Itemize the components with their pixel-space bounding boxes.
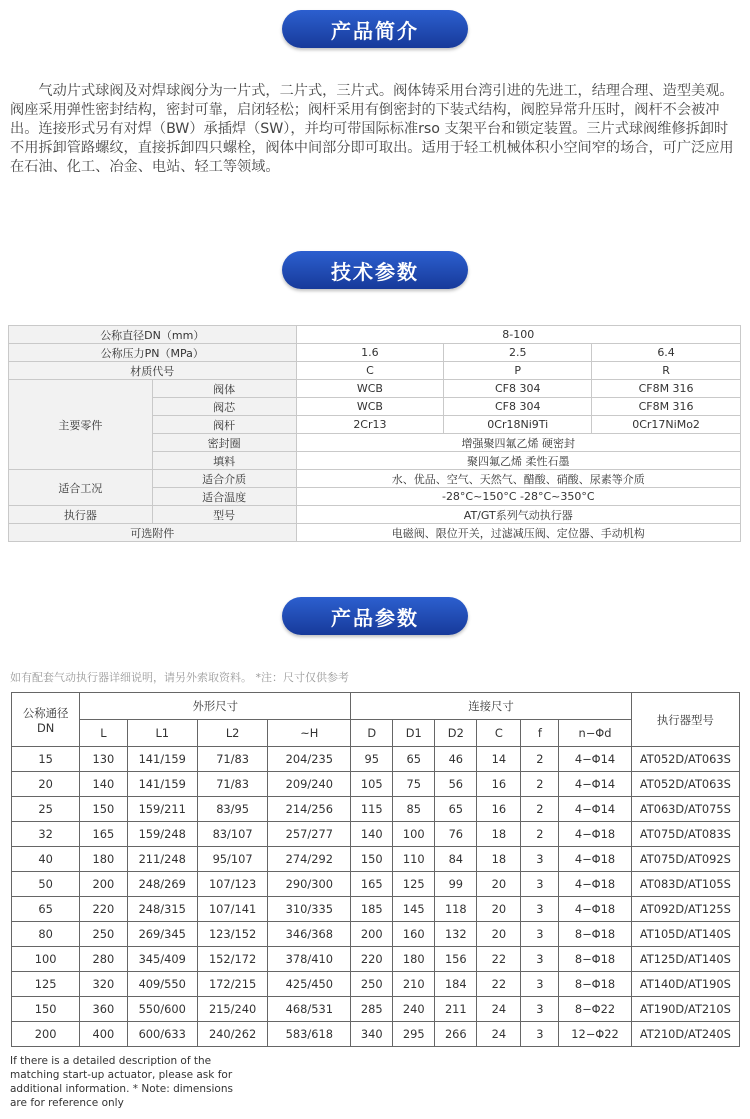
table-cell: 3 <box>521 972 559 997</box>
spec-row-body <box>9 380 741 398</box>
table-cell: 3 <box>521 1022 559 1047</box>
spec-row-medium <box>9 470 741 488</box>
table-cell: 550/600 <box>127 997 197 1022</box>
dims-title: 产品参数 <box>282 597 468 635</box>
table-cell: 240 <box>393 997 435 1022</box>
table-cell: 40 <box>12 847 80 872</box>
table-cell: 12−Φ22 <box>559 1022 631 1047</box>
english-note: If there is a detailed description of the matching start-up actuator, please ask for additional information. * Note: dimensions are for reference only <box>10 1055 233 1109</box>
table-cell: 257/277 <box>268 822 351 847</box>
table-cell: 16 <box>477 772 521 797</box>
body-label: 阀体 <box>152 380 296 398</box>
table-cell: 140 <box>80 772 127 797</box>
table-cell: 215/240 <box>197 997 267 1022</box>
table-cell: 214/256 <box>268 797 351 822</box>
options-label: 可选附件 <box>9 524 297 542</box>
body-value: CF8M 316 <box>592 380 741 398</box>
table-cell: AT083D/AT105S <box>631 872 739 897</box>
intro-paragraph: 气动片式球阀及对焊球阀分为一片式，二片式，三片式。阀体铸采用台湾引进的先进工，结理合理、造型美观。阀座采用弹性密封结构，密封可靠，启闭轻松；阀杆采用有倒密封的下装式结构，阀腔异常升压时，阀杆不会被冲出。连接形式另有对焊（BW）承插焊（SW），并均可带国际标准rso 支架平台和锁定装置。三片式球阀维修拆卸时不用拆卸管路螺纹，直接拆卸四只螺栓，阀体中间部分即可取出。适用于轻工机械体积小空间窄的场合，可广泛应用在石油、化工、冶金、电站、轻工等领域。 <box>10 83 734 175</box>
model-label: 型号 <box>152 506 296 524</box>
table-cell: AT092D/AT125S <box>631 897 739 922</box>
col-header: D1 <box>393 720 435 747</box>
table-cell: 165 <box>351 872 393 897</box>
table-cell: 8−Φ18 <box>559 947 631 972</box>
pn-value: 2.5 <box>444 344 592 362</box>
table-cell: 20 <box>12 772 80 797</box>
table-cell: 83/95 <box>197 797 267 822</box>
table-cell: 75 <box>393 772 435 797</box>
table-cell: 20 <box>477 922 521 947</box>
table-cell: 105 <box>351 772 393 797</box>
table-cell: 180 <box>393 947 435 972</box>
core-value: CF8 304 <box>444 398 592 416</box>
table-cell: 8−Φ22 <box>559 997 631 1022</box>
table-row <box>12 772 740 797</box>
table-cell: 583/618 <box>268 1022 351 1047</box>
table-row <box>12 822 740 847</box>
table-cell: 269/345 <box>127 922 197 947</box>
material-code: C <box>296 362 444 380</box>
table-cell: 4−Φ18 <box>559 847 631 872</box>
table-cell: 4−Φ14 <box>559 797 631 822</box>
table-cell: 360 <box>80 997 127 1022</box>
table-cell: 95 <box>351 747 393 772</box>
table-cell: 290/300 <box>268 872 351 897</box>
dims-subheader-row <box>12 720 740 747</box>
table-cell: 2 <box>521 747 559 772</box>
table-cell: 50 <box>12 872 80 897</box>
table-cell: 3 <box>521 922 559 947</box>
packing-label: 填料 <box>152 452 296 470</box>
dn-header: 公称通径 DN <box>12 693 80 747</box>
table-cell: 20 <box>477 897 521 922</box>
spec-row-actuator <box>9 506 741 524</box>
pn-value: 6.4 <box>592 344 741 362</box>
table-cell: 141/159 <box>127 747 197 772</box>
table-cell: 285 <box>351 997 393 1022</box>
table-cell: 140 <box>351 822 393 847</box>
stem-value: 0Cr17NiMo2 <box>592 416 741 434</box>
material-label: 材质代号 <box>9 362 297 380</box>
table-cell: 240/262 <box>197 1022 267 1047</box>
core-value: CF8M 316 <box>592 398 741 416</box>
table-cell: 107/141 <box>197 897 267 922</box>
table-cell: 2 <box>521 772 559 797</box>
table-cell: AT052D/AT063S <box>631 772 739 797</box>
table-cell: 266 <box>435 1022 477 1047</box>
table-cell: 248/315 <box>127 897 197 922</box>
table-cell: 345/409 <box>127 947 197 972</box>
spec-title: 技术参数 <box>282 251 468 289</box>
table-cell: 130 <box>80 747 127 772</box>
seal-label: 密封圈 <box>152 434 296 452</box>
table-cell: 409/550 <box>127 972 197 997</box>
table-row <box>12 872 740 897</box>
stem-value: 2Cr13 <box>296 416 444 434</box>
table-cell: 14 <box>477 747 521 772</box>
table-row <box>12 972 740 997</box>
table-row <box>12 847 740 872</box>
table-cell: 84 <box>435 847 477 872</box>
table-cell: 4−Φ18 <box>559 872 631 897</box>
table-cell: 156 <box>435 947 477 972</box>
table-cell: 125 <box>12 972 80 997</box>
actuator-label: 执行器 <box>9 506 153 524</box>
table-cell: 600/633 <box>127 1022 197 1047</box>
table-cell: 200 <box>80 872 127 897</box>
col-header: D2 <box>435 720 477 747</box>
table-cell: 310/335 <box>268 897 351 922</box>
temp-value: -28°C~150°C -28°C~350°C <box>296 488 740 506</box>
table-cell: 115 <box>351 797 393 822</box>
table-row <box>12 922 740 947</box>
table-cell: 20 <box>477 872 521 897</box>
options-value: 电磁阀、限位开关，过滤减压阀、定位器、手动机构 <box>296 524 740 542</box>
material-code: R <box>592 362 741 380</box>
table-cell: 2 <box>521 797 559 822</box>
table-cell: 211/248 <box>127 847 197 872</box>
table-cell: 150 <box>351 847 393 872</box>
table-cell: 18 <box>477 822 521 847</box>
table-cell: 24 <box>477 1022 521 1047</box>
table-cell: 65 <box>393 747 435 772</box>
table-cell: 378/410 <box>268 947 351 972</box>
table-row <box>12 1022 740 1047</box>
table-cell: 250 <box>80 922 127 947</box>
table-cell: 2 <box>521 822 559 847</box>
table-cell: 209/240 <box>268 772 351 797</box>
medium-label: 适合介质 <box>152 470 296 488</box>
table-cell: 200 <box>351 922 393 947</box>
spec-table <box>8 325 741 542</box>
table-cell: 468/531 <box>268 997 351 1022</box>
dims-note: 如有配套气动执行器详细说明，请另外索取资料。 *注：尺寸仅供参考 <box>10 671 349 684</box>
table-cell: 3 <box>521 997 559 1022</box>
table-cell: 16 <box>477 797 521 822</box>
table-cell: 400 <box>80 1022 127 1047</box>
table-cell: 65 <box>12 897 80 922</box>
table-cell: 8−Φ18 <box>559 972 631 997</box>
table-cell: 248/269 <box>127 872 197 897</box>
body-value: CF8 304 <box>444 380 592 398</box>
table-cell: 83/107 <box>197 822 267 847</box>
table-cell: 24 <box>477 997 521 1022</box>
table-cell: 125 <box>393 872 435 897</box>
table-cell: 100 <box>393 822 435 847</box>
table-cell: 4−Φ14 <box>559 772 631 797</box>
table-cell: 46 <box>435 747 477 772</box>
col-header: L2 <box>197 720 267 747</box>
col-header: L <box>80 720 127 747</box>
table-cell: 22 <box>477 972 521 997</box>
table-row <box>12 947 740 972</box>
col-header: ~H <box>268 720 351 747</box>
table-cell: 32 <box>12 822 80 847</box>
table-cell: 3 <box>521 897 559 922</box>
model-value: AT/GT系列气动执行器 <box>296 506 740 524</box>
table-cell: 22 <box>477 947 521 972</box>
table-cell: 150 <box>80 797 127 822</box>
main-parts-label: 主要零件 <box>9 380 153 470</box>
actuator-model-header: 执行器型号 <box>631 693 739 747</box>
table-cell: 56 <box>435 772 477 797</box>
table-cell: 200 <box>12 1022 80 1047</box>
medium-value: 水、优品、空气、天然气、醋酸、硝酸、尿素等介质 <box>296 470 740 488</box>
table-cell: 211 <box>435 997 477 1022</box>
table-cell: 4−Φ18 <box>559 822 631 847</box>
intro-title: 产品简介 <box>282 10 468 48</box>
conditions-label: 适合工况 <box>9 470 153 506</box>
col-header: f <box>521 720 559 747</box>
col-header: n−Φd <box>559 720 631 747</box>
table-cell: 346/368 <box>268 922 351 947</box>
table-cell: 123/152 <box>197 922 267 947</box>
dn-value: 8-100 <box>296 326 740 344</box>
table-cell: 172/215 <box>197 972 267 997</box>
table-cell: 160 <box>393 922 435 947</box>
table-cell: AT210D/AT240S <box>631 1022 739 1047</box>
seal-value: 增强聚四氟乙烯 硬密封 <box>296 434 740 452</box>
pn-label: 公称压力PN（MPa） <box>9 344 297 362</box>
table-cell: 3 <box>521 847 559 872</box>
outer-dims-header: 外形尺寸 <box>80 693 351 720</box>
connection-dims-header: 连接尺寸 <box>351 693 631 720</box>
table-cell: AT075D/AT092S <box>631 847 739 872</box>
table-row <box>12 997 740 1022</box>
col-header: C <box>477 720 521 747</box>
table-cell: 71/83 <box>197 747 267 772</box>
table-cell: 107/123 <box>197 872 267 897</box>
table-cell: 141/159 <box>127 772 197 797</box>
table-cell: 340 <box>351 1022 393 1047</box>
table-cell: 152/172 <box>197 947 267 972</box>
table-cell: 18 <box>477 847 521 872</box>
table-cell: 100 <box>12 947 80 972</box>
table-cell: 250 <box>351 972 393 997</box>
table-cell: 76 <box>435 822 477 847</box>
table-cell: 320 <box>80 972 127 997</box>
table-cell: 280 <box>80 947 127 972</box>
stem-value: 0Cr18Ni9Ti <box>444 416 592 434</box>
packing-value: 聚四氟乙烯 柔性石墨 <box>296 452 740 470</box>
table-cell: 425/450 <box>268 972 351 997</box>
spec-row-dn <box>9 326 741 344</box>
dn-label: 公称直径DN（mm） <box>9 326 297 344</box>
dims-header-row <box>12 693 740 720</box>
table-row <box>12 747 740 772</box>
table-cell: 145 <box>393 897 435 922</box>
table-cell: 295 <box>393 1022 435 1047</box>
table-cell: 65 <box>435 797 477 822</box>
table-row <box>12 897 740 922</box>
table-cell: 4−Φ14 <box>559 747 631 772</box>
table-cell: AT190D/AT210S <box>631 997 739 1022</box>
table-cell: 8−Φ18 <box>559 922 631 947</box>
table-cell: 3 <box>521 872 559 897</box>
table-cell: 220 <box>351 947 393 972</box>
table-cell: 220 <box>80 897 127 922</box>
table-cell: 204/235 <box>268 747 351 772</box>
table-cell: 25 <box>12 797 80 822</box>
spec-row-pn <box>9 344 741 362</box>
table-cell: 150 <box>12 997 80 1022</box>
table-cell: 185 <box>351 897 393 922</box>
table-cell: 118 <box>435 897 477 922</box>
spec-row-material <box>9 362 741 380</box>
body-value: WCB <box>296 380 444 398</box>
table-cell: AT125D/AT140S <box>631 947 739 972</box>
table-cell: AT052D/AT063S <box>631 747 739 772</box>
col-header: L1 <box>127 720 197 747</box>
col-header: D <box>351 720 393 747</box>
table-cell: 80 <box>12 922 80 947</box>
table-cell: AT105D/AT140S <box>631 922 739 947</box>
table-cell: 85 <box>393 797 435 822</box>
material-code: P <box>444 362 592 380</box>
table-cell: 165 <box>80 822 127 847</box>
spec-row-options <box>9 524 741 542</box>
table-cell: 184 <box>435 972 477 997</box>
table-cell: 132 <box>435 922 477 947</box>
table-row <box>12 797 740 822</box>
table-cell: 159/211 <box>127 797 197 822</box>
table-cell: 95/107 <box>197 847 267 872</box>
table-cell: 15 <box>12 747 80 772</box>
core-value: WCB <box>296 398 444 416</box>
table-cell: 4−Φ18 <box>559 897 631 922</box>
table-cell: AT075D/AT083S <box>631 822 739 847</box>
table-cell: 3 <box>521 947 559 972</box>
table-cell: 210 <box>393 972 435 997</box>
table-cell: 274/292 <box>268 847 351 872</box>
table-cell: AT140D/AT190S <box>631 972 739 997</box>
table-cell: AT063D/AT075S <box>631 797 739 822</box>
table-cell: 71/83 <box>197 772 267 797</box>
pn-value: 1.6 <box>296 344 444 362</box>
table-cell: 180 <box>80 847 127 872</box>
table-cell: 110 <box>393 847 435 872</box>
temp-label: 适合温度 <box>152 488 296 506</box>
stem-label: 阀杆 <box>152 416 296 434</box>
dims-table <box>11 692 740 1047</box>
table-cell: 99 <box>435 872 477 897</box>
table-cell: 159/248 <box>127 822 197 847</box>
core-label: 阀芯 <box>152 398 296 416</box>
